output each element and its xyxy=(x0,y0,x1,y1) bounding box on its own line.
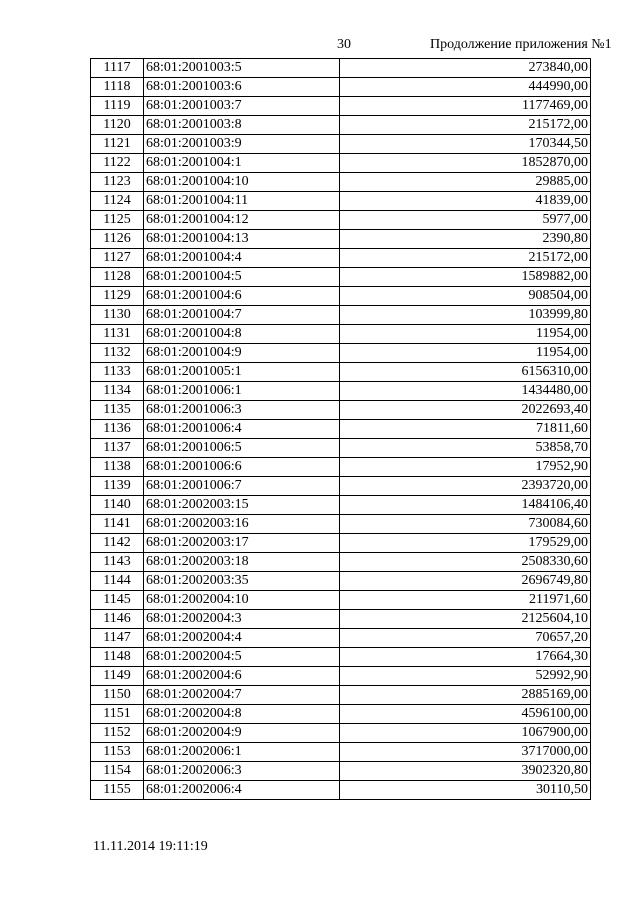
cadastral-value: 4596100,00 xyxy=(340,705,591,724)
cadastral-value: 2022693,40 xyxy=(340,401,591,420)
row-number: 1126 xyxy=(91,230,144,249)
row-number: 1125 xyxy=(91,211,144,230)
cadastral-number: 68:01:2001004:8 xyxy=(144,325,340,344)
cadastral-number: 68:01:2001006:3 xyxy=(144,401,340,420)
table-row xyxy=(91,78,591,97)
row-number: 1140 xyxy=(91,496,144,515)
table-row xyxy=(91,211,591,230)
row-number: 1128 xyxy=(91,268,144,287)
table-row xyxy=(91,325,591,344)
row-number: 1129 xyxy=(91,287,144,306)
row-number: 1152 xyxy=(91,724,144,743)
table-row xyxy=(91,629,591,648)
row-number: 1118 xyxy=(91,78,144,97)
cadastral-number: 68:01:2002006:1 xyxy=(144,743,340,762)
cadastral-value: 1067900,00 xyxy=(340,724,591,743)
table-row xyxy=(91,553,591,572)
cadastral-number: 68:01:2002006:3 xyxy=(144,762,340,781)
row-number: 1117 xyxy=(91,59,144,78)
cadastral-value: 2508330,60 xyxy=(340,553,591,572)
cadastral-value: 103999,80 xyxy=(340,306,591,325)
table-row xyxy=(91,382,591,401)
cadastral-number: 68:01:2001004:1 xyxy=(144,154,340,173)
cadastral-value: 53858,70 xyxy=(340,439,591,458)
table-container xyxy=(90,58,591,800)
row-number: 1145 xyxy=(91,591,144,610)
cadastral-number: 68:01:2002003:16 xyxy=(144,515,340,534)
table-row xyxy=(91,173,591,192)
cadastral-number: 68:01:2001006:7 xyxy=(144,477,340,496)
cadastral-number: 68:01:2001004:4 xyxy=(144,249,340,268)
row-number: 1155 xyxy=(91,781,144,800)
cadastral-number: 68:01:2001003:8 xyxy=(144,116,340,135)
table-row xyxy=(91,439,591,458)
cadastral-value: 908504,00 xyxy=(340,287,591,306)
table-row xyxy=(91,401,591,420)
table-row xyxy=(91,743,591,762)
cadastral-value-table xyxy=(90,58,591,800)
table-row xyxy=(91,230,591,249)
row-number: 1135 xyxy=(91,401,144,420)
cadastral-value: 5977,00 xyxy=(340,211,591,230)
cadastral-value: 52992,90 xyxy=(340,667,591,686)
row-number: 1127 xyxy=(91,249,144,268)
cadastral-number: 68:01:2001006:5 xyxy=(144,439,340,458)
row-number: 1142 xyxy=(91,534,144,553)
row-number: 1147 xyxy=(91,629,144,648)
table-row xyxy=(91,154,591,173)
table-row xyxy=(91,420,591,439)
cadastral-number: 68:01:2002004:10 xyxy=(144,591,340,610)
cadastral-number: 68:01:2002004:4 xyxy=(144,629,340,648)
cadastral-value: 2696749,80 xyxy=(340,572,591,591)
row-number: 1148 xyxy=(91,648,144,667)
footer-timestamp: 11.11.2014 19:11:19 xyxy=(93,839,208,854)
table-row xyxy=(91,458,591,477)
row-number: 1124 xyxy=(91,192,144,211)
row-number: 1138 xyxy=(91,458,144,477)
table-row xyxy=(91,515,591,534)
row-number: 1136 xyxy=(91,420,144,439)
table-row xyxy=(91,496,591,515)
row-number: 1144 xyxy=(91,572,144,591)
table-row xyxy=(91,268,591,287)
table-row xyxy=(91,667,591,686)
row-number: 1134 xyxy=(91,382,144,401)
cadastral-value: 17664,30 xyxy=(340,648,591,667)
row-number: 1133 xyxy=(91,363,144,382)
cadastral-number: 68:01:2002003:17 xyxy=(144,534,340,553)
cadastral-value: 71811,60 xyxy=(340,420,591,439)
table-row xyxy=(91,97,591,116)
cadastral-value: 2390,80 xyxy=(340,230,591,249)
cadastral-number: 68:01:2002004:5 xyxy=(144,648,340,667)
cadastral-value: 1177469,00 xyxy=(340,97,591,116)
cadastral-number: 68:01:2001004:11 xyxy=(144,192,340,211)
row-number: 1146 xyxy=(91,610,144,629)
cadastral-value: 273840,00 xyxy=(340,59,591,78)
cadastral-number: 68:01:2001004:6 xyxy=(144,287,340,306)
cadastral-number: 68:01:2001003:7 xyxy=(144,97,340,116)
cadastral-value: 1434480,00 xyxy=(340,382,591,401)
row-number: 1122 xyxy=(91,154,144,173)
table-row xyxy=(91,116,591,135)
table-row xyxy=(91,705,591,724)
table-row xyxy=(91,572,591,591)
cadastral-number: 68:01:2001004:10 xyxy=(144,173,340,192)
cadastral-number: 68:01:2001004:5 xyxy=(144,268,340,287)
row-number: 1150 xyxy=(91,686,144,705)
table-row xyxy=(91,287,591,306)
cadastral-value: 730084,60 xyxy=(340,515,591,534)
table-row xyxy=(91,249,591,268)
table-row xyxy=(91,344,591,363)
table-row xyxy=(91,686,591,705)
cadastral-value: 2125604,10 xyxy=(340,610,591,629)
cadastral-value: 215172,00 xyxy=(340,116,591,135)
row-number: 1154 xyxy=(91,762,144,781)
cadastral-number: 68:01:2002003:15 xyxy=(144,496,340,515)
cadastral-number: 68:01:2001003:5 xyxy=(144,59,340,78)
cadastral-value: 2885169,00 xyxy=(340,686,591,705)
cadastral-number: 68:01:2001004:7 xyxy=(144,306,340,325)
table-row xyxy=(91,477,591,496)
cadastral-value: 444990,00 xyxy=(340,78,591,97)
cadastral-number: 68:01:2001006:6 xyxy=(144,458,340,477)
cadastral-number: 68:01:2002006:4 xyxy=(144,781,340,800)
table-row xyxy=(91,306,591,325)
table-row xyxy=(91,192,591,211)
cadastral-value: 41839,00 xyxy=(340,192,591,211)
row-number: 1137 xyxy=(91,439,144,458)
table-row xyxy=(91,534,591,553)
cadastral-number: 68:01:2002004:6 xyxy=(144,667,340,686)
table-row xyxy=(91,591,591,610)
table-row xyxy=(91,610,591,629)
cadastral-number: 68:01:2001003:6 xyxy=(144,78,340,97)
cadastral-number: 68:01:2001004:9 xyxy=(144,344,340,363)
table-row xyxy=(91,724,591,743)
row-number: 1153 xyxy=(91,743,144,762)
row-number: 1123 xyxy=(91,173,144,192)
row-number: 1121 xyxy=(91,135,144,154)
cadastral-value: 1484106,40 xyxy=(340,496,591,515)
page-number: 30 xyxy=(337,37,351,52)
row-number: 1132 xyxy=(91,344,144,363)
row-number: 1119 xyxy=(91,97,144,116)
table-row xyxy=(91,781,591,800)
cadastral-value: 30110,50 xyxy=(340,781,591,800)
cadastral-number: 68:01:2001004:12 xyxy=(144,211,340,230)
cadastral-value: 3717000,00 xyxy=(340,743,591,762)
cadastral-value: 170344,50 xyxy=(340,135,591,154)
cadastral-value: 17952,90 xyxy=(340,458,591,477)
table-row xyxy=(91,762,591,781)
row-number: 1151 xyxy=(91,705,144,724)
cadastral-number: 68:01:2001006:1 xyxy=(144,382,340,401)
row-number: 1149 xyxy=(91,667,144,686)
row-number: 1139 xyxy=(91,477,144,496)
cadastral-value: 1589882,00 xyxy=(340,268,591,287)
cadastral-value: 2393720,00 xyxy=(340,477,591,496)
cadastral-number: 68:01:2001004:13 xyxy=(144,230,340,249)
cadastral-number: 68:01:2002004:8 xyxy=(144,705,340,724)
row-number: 1143 xyxy=(91,553,144,572)
cadastral-value: 3902320,80 xyxy=(340,762,591,781)
cadastral-number: 68:01:2001006:4 xyxy=(144,420,340,439)
row-number: 1120 xyxy=(91,116,144,135)
cadastral-value: 179529,00 xyxy=(340,534,591,553)
cadastral-value: 29885,00 xyxy=(340,173,591,192)
cadastral-number: 68:01:2002003:35 xyxy=(144,572,340,591)
cadastral-number: 68:01:2002003:18 xyxy=(144,553,340,572)
table-row xyxy=(91,59,591,78)
cadastral-number: 68:01:2002004:7 xyxy=(144,686,340,705)
cadastral-value: 11954,00 xyxy=(340,325,591,344)
cadastral-number: 68:01:2001005:1 xyxy=(144,363,340,382)
row-number: 1130 xyxy=(91,306,144,325)
table-row xyxy=(91,363,591,382)
cadastral-value: 6156310,00 xyxy=(340,363,591,382)
cadastral-value: 1852870,00 xyxy=(340,154,591,173)
row-number: 1141 xyxy=(91,515,144,534)
table-row xyxy=(91,648,591,667)
row-number: 1131 xyxy=(91,325,144,344)
cadastral-number: 68:01:2001003:9 xyxy=(144,135,340,154)
cadastral-value: 70657,20 xyxy=(340,629,591,648)
cadastral-number: 68:01:2002004:9 xyxy=(144,724,340,743)
cadastral-value: 215172,00 xyxy=(340,249,591,268)
cadastral-value: 11954,00 xyxy=(340,344,591,363)
cadastral-value: 211971,60 xyxy=(340,591,591,610)
table-row xyxy=(91,135,591,154)
continuation-label: Продолжение приложения №1 xyxy=(430,37,612,52)
cadastral-number: 68:01:2002004:3 xyxy=(144,610,340,629)
table-body xyxy=(91,59,591,800)
